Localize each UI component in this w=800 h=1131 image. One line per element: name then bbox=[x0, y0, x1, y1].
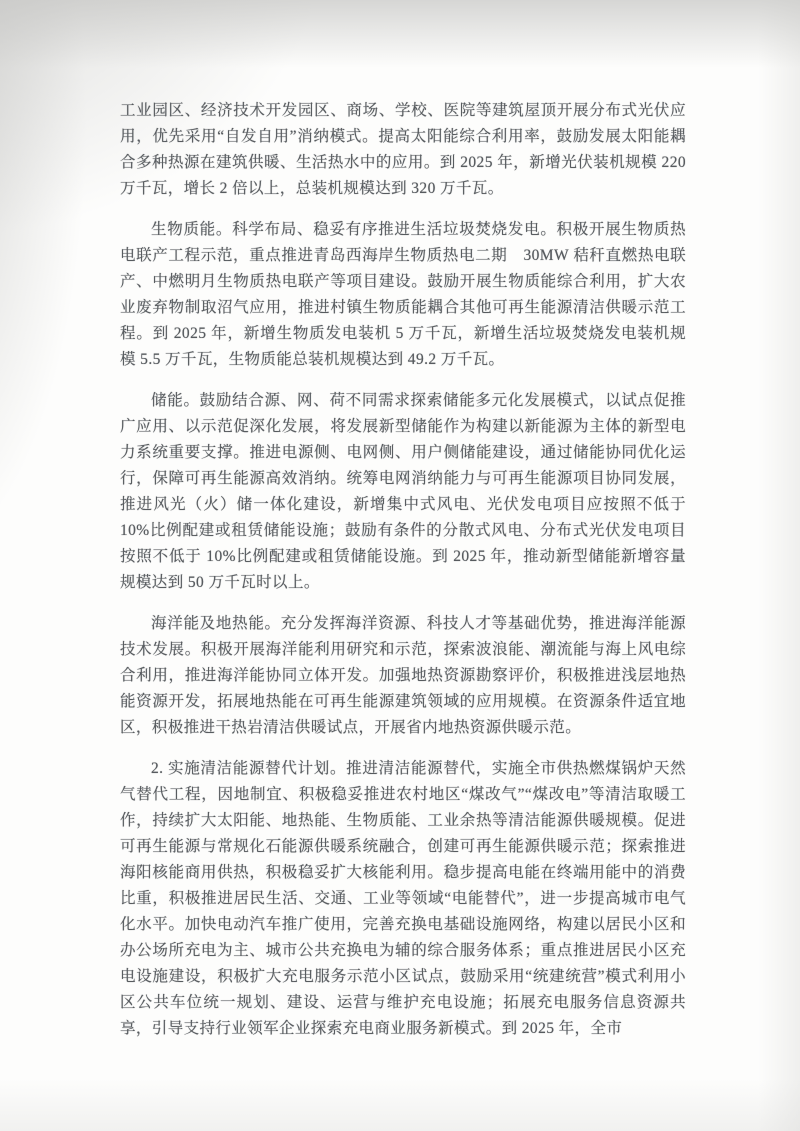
paragraph-ocean-and-geothermal-energy: 海洋能及地热能。充分发挥海洋资源、科技人才等基础优势，推进海洋能源技术发展。积极开展海洋能利用研究和示范，探索波浪能、潮流能与海上风电综合利用，推进海洋能协同立体开发。加强地热资源勘察评价，积极推进浅层地热能资源开发，拓展地热能在可再生能源建筑领域的应用规模。在资源条件适宜地区，积极推进干热岩清洁供暖试点，开展省内地热资源供暖示范。 bbox=[120, 615, 686, 736]
paragraph-solar-pv-continuation: 工业园区、经济技术开发园区、商场、学校、医院等建筑屋顶开展分布式光伏应用，优先采用“自发自用”消纳模式。提高太阳能综合利用率，鼓励发展太阳能耦合多种热源在建筑供暖、生活热水中的应用。到 2025 年，新增光伏装机规模 220 万千瓦，增长 2 倍以上，总装机规模达到 320 万千瓦。 bbox=[120, 102, 686, 197]
paragraph-clean-energy-substitution-plan: 2. 实施清洁能源替代计划。推进清洁能源替代，实施全市供热燃煤锅炉天然气替代工程，因地制宜、积极稳妥推进农村地区“煤改气”“煤改电”等清洁取暖工作，持续扩大太阳能、地热能、生物质能、工业余热等清洁能源供暖规模。促进可再生能源与常规化石能源供暖系统融合，创建可再生能源供暖示范；探索推进海阳核能商用供热，积极稳妥扩大核能利用。稳步提高电能在终端用能中的消费比重，积极推进居民生活、交通、工业等领域“电能替代”，进一步提高城市电气化水平。加快电动汽车推广使用，完善充换电基础设施网络，构建以居民小区和办公场所充电为主、城市公共充换电为辅的综合服务体系；重点推进居民小区充电设施建设，积极扩大充电服务示范小区试点，鼓励采用“统建统营”模式利用小区公共车位统一规划、建设、运营与维护充电设施；拓展充电服务信息资源共享，引导支持行业领军企业探索充电商业服务新模式。到 2025 年，全市 bbox=[120, 760, 686, 1037]
document-text-column bbox=[120, 98, 686, 1057]
paragraph-energy-storage: 储能。鼓励结合源、网、荷不同需求探索储能多元化发展模式，以试点促推广应用、以示范促深化发展，将发展新型储能作为构建以新能源为主体的新型电力系统重要支撑。推进电源侧、电网侧、用户侧储能建设，通过储能协同优化运行，保障可再生能源高效消纳。统筹电网消纳能力与可再生能源项目协同发展，推进风光（火）储一体化建设，新增集中式风电、光伏发电项目应按照不低于10%比例配建或租赁储能设施；鼓励有条件的分散式风电、分布式光伏发电项目按照不低于 10%比例配建或租赁储能设施。到 2025 年，推动新型储能新增容量规模达到 50 万千瓦时以上。 bbox=[120, 392, 686, 591]
paragraph-biomass-energy: 生物质能。科学布局、稳妥有序推进生活垃圾焚烧发电。积极开展生物质热电联产工程示范，重点推进青岛西海岸生物质热电二期 30MW 秸秆直燃热电联产、中燃明月生物质热电联产等项目建设。鼓励开展生物质能综合利用，扩大农业废弃物制取沼气应用，推进村镇生物质能耦合其他可再生能源清洁供暖示范工程。到 2025 年，新增生物质发电装机 5 万千瓦，新增生活垃圾焚烧发电装机规模 5.5 万千瓦，生物质能总装机规模达到 49.2 万千瓦。 bbox=[120, 221, 686, 368]
